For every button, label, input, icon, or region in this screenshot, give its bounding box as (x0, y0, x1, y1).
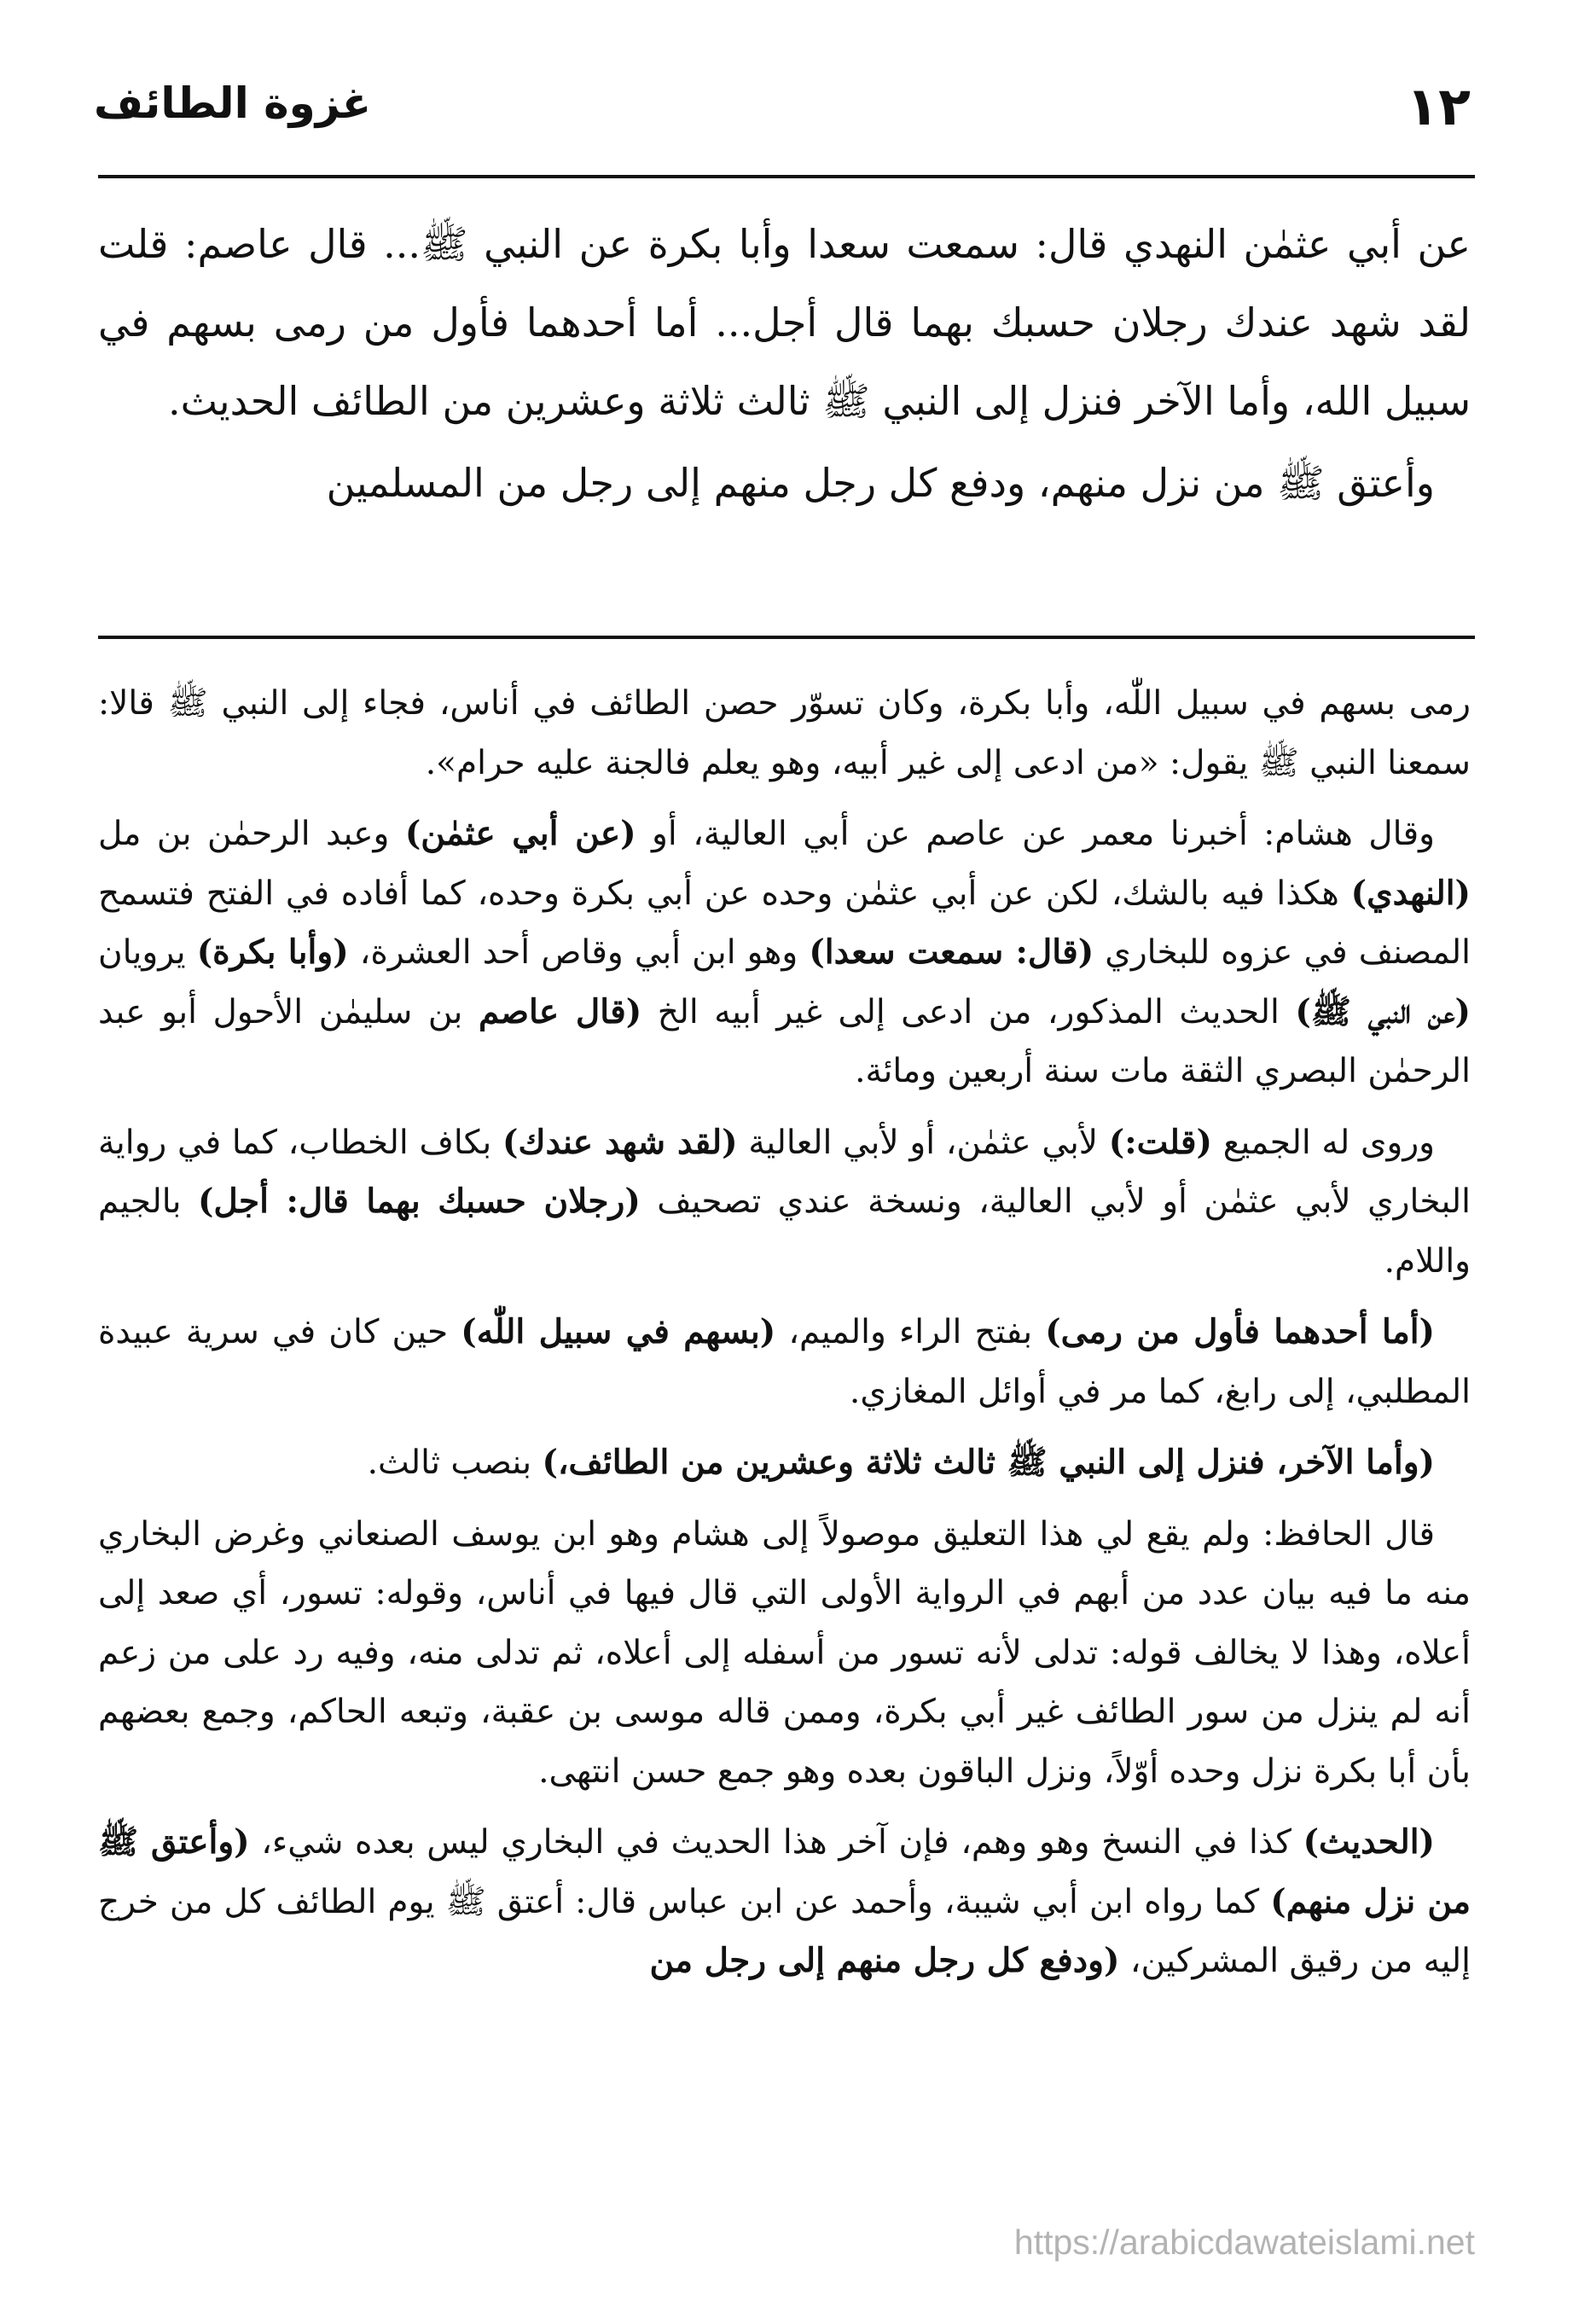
quoted-phrase: (قلت:) (1108, 1122, 1212, 1162)
commentary-text: وهو ابن أبي وقاص أحد العشرة، (348, 933, 810, 972)
commentary-paragraph (98, 1113, 1471, 1292)
quoted-phrase: (عن أبي عثمٰن) (404, 814, 636, 853)
commentary-text: وروى له الجميع (1211, 1123, 1435, 1162)
quoted-phrase: (قال عاصم (478, 991, 642, 1031)
quoted-phrase: (النهدي) (1350, 873, 1471, 913)
commentary-text: كما رواه ابن أبي شيبة، وأحمد عن ابن عباس قال: أعتق ﷺ يوم الطائف كل من خرج إليه من رقيق المشركين، (98, 1882, 1471, 1980)
separator-rule (98, 636, 1475, 639)
quoted-phrase: (وأبا بكرة) (196, 933, 349, 972)
quoted-phrase: (وأما الآخر، فنزل إلى النبي ﷺ ثالث ثلاثة وعشرين من الطائف،) (542, 1443, 1435, 1482)
quoted-phrase: (رجلان حسبك بهما قال: أجل) (197, 1182, 641, 1221)
page-header (94, 75, 1471, 143)
commentary-paragraph (98, 805, 1471, 1101)
commentary-paragraph (98, 1813, 1471, 1991)
hadith-text (98, 205, 1471, 522)
quoted-phrase: (وأعتق ﷺ من نزل منهم) (98, 1822, 1471, 1921)
commentary-text: بنصب ثالث. (367, 1444, 543, 1482)
commentary-text: يرويان (98, 933, 197, 972)
top-rule (98, 175, 1475, 178)
commentary-text: لأبي عثمٰن، أو لأبي العالية (737, 1123, 1109, 1162)
hadith-paragraph: عن أبي عثمٰن النهدي قال: سمعت سعدا وأبا بكرة عن النبي ﷺ... قال عاصم: قلت لقد شهد عندك رجلان حسبك بهما قال أجل... أما أحدهما فأول من رمى بسهم في سبيل الله، وأما الآخر فنزل إلى النبي ﷺ ثالث ثلاثة وعشرين من الطائف الحديث. (98, 221, 1471, 424)
commentary-text: بفتح الراء والميم، (775, 1313, 1046, 1351)
commentary-text: الحديث المذكور، من ادعى إلى غير أبيه الخ (641, 992, 1296, 1031)
commentary-text: بكاف الخطاب، كما في رواية البخاري لأبي عثمٰن أو لأبي العالية، ونسخة عندي تصحيف (98, 1123, 1471, 1221)
commentary-text: حين كان في سرية عبيدة المطلبي، إلى رابغ، كما مر في أوائل المغازي. (98, 1313, 1471, 1411)
commentary-text: بالجيم واللام. (98, 1182, 1471, 1281)
quoted-phrase: (عن النبي ﷺ) (1295, 991, 1471, 1031)
commentary-paragraph (98, 1433, 1471, 1493)
quoted-phrase: (لقد شهد عندك) (502, 1122, 738, 1162)
quoted-phrase: (بسهم في سبيل اللّٰه) (461, 1312, 776, 1351)
watermark-url: https://arabicdawateislami.net (1013, 2222, 1475, 2262)
commentary-paragraph (98, 1303, 1471, 1421)
commentary-text: كذا في النسخ وهو وهم، فإن آخر هذا الحديث في البخاري ليس بعده شيء، (249, 1823, 1303, 1862)
commentary-text: وعبد الرحمٰن بن مل (98, 815, 405, 853)
quoted-phrase: (أما أحدهما فأول من رمى) (1045, 1312, 1436, 1351)
running-title: غزوة الطائف (94, 78, 371, 128)
commentary-paragraph: رمى بسهم في سبيل اللّٰه، وأبا بكرة، وكان تسوّر حصن الطائف في أناس، فجاء إلى النبي ﷺ قالا: سمعنا النبي ﷺ يقول: «من ادعى إلى غير أبيه، وهو يعلم فالجنة عليه حرام». (98, 684, 1471, 782)
hadith-paragraph: وأعتق ﷺ من نزل منهم، ودفع كل رجل منهم إلى رجل من المسلمين (326, 460, 1435, 506)
commentary-text: بن سليمٰن الأحول أبو عبد الرحمٰن البصري الثقة مات سنة أربعين ومائة. (98, 992, 1471, 1090)
page-number: ١٢ (1406, 75, 1471, 137)
quoted-phrase: (قال: سمعت سعدا) (809, 933, 1094, 972)
commentary (98, 674, 1471, 2003)
commentary-text: هكذا فيه بالشك، لكن عن أبي عثمٰن وحده عن أبي بكرة وحده، كما أفاده في الفتح فتسمح المصنف في عزوه للبخاري (98, 874, 1471, 972)
commentary-paragraph: قال الحافظ: ولم يقع لي هذا التعليق موصولاً إلى هشام وهو ابن يوسف الصنعاني وغرض البخاري منه ما فيه بيان عدد من أبهم في الرواية الأولى التي قال فيها في أناس، وقوله: تسور، أي صعد إلى أعلاه، وهذا لا يخالف قوله: تدلى لأنه تسور من أسفله إلى أعلاه، ثم تدلى منه، وفيه رد على من زعم أنه لم ينزل من سور الطائف غير أبي بكرة، وممن قاله موسى بن عقبة، وتبعه الحاكم، وجمع بعضهم بأن أبا بكرة نزل وحده أوّلاً، ونزل الباقون بعده وهو جمع حسن انتهى. (98, 1514, 1471, 1791)
commentary-text: وقال هشام: أخبرنا معمر عن عاصم عن أبي العالية، أو (636, 815, 1435, 853)
quoted-phrase: (الحديث) (1303, 1822, 1435, 1862)
quoted-phrase: (ودفع كل رجل منهم إلى رجل من (649, 1941, 1120, 1980)
